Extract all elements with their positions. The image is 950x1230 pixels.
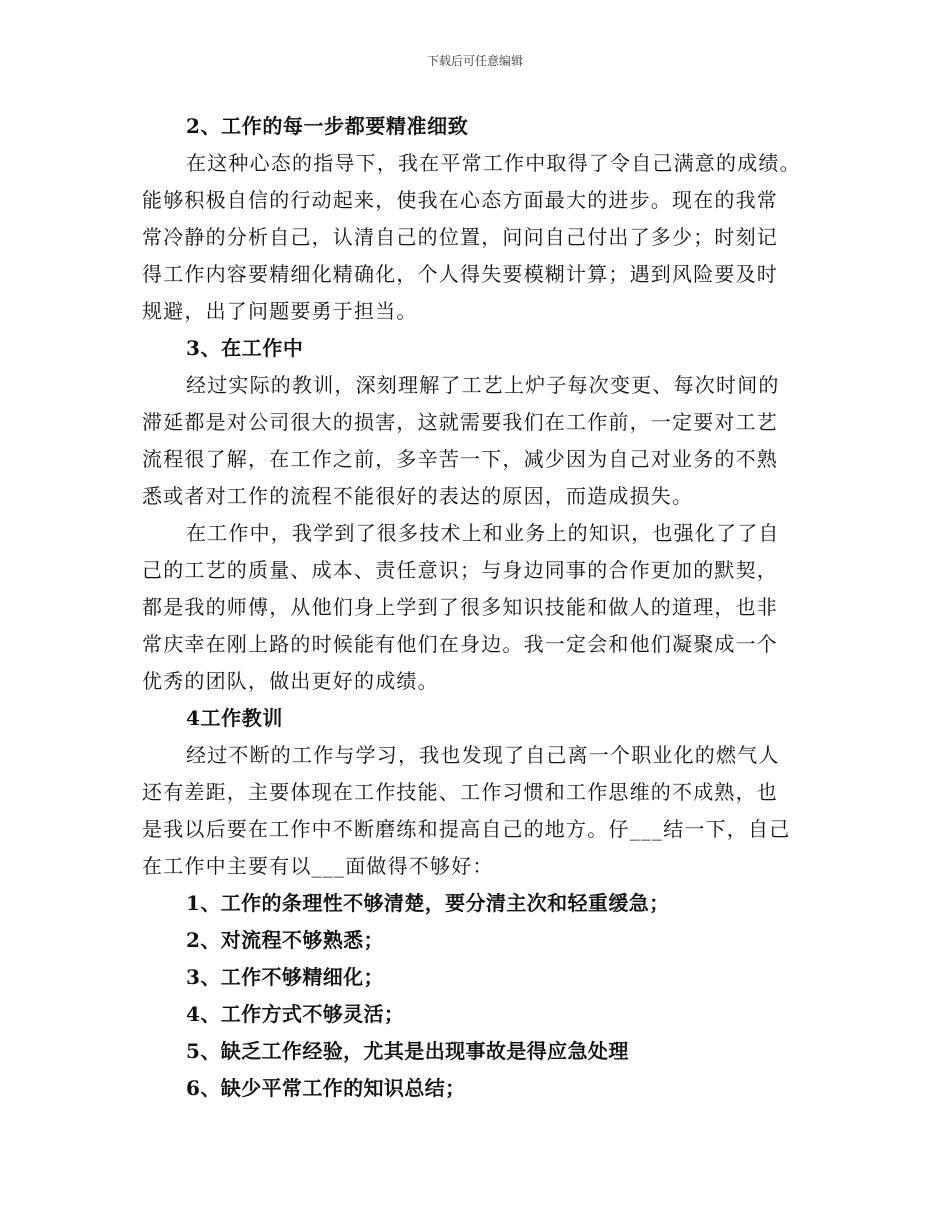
section-heading: 4工作教训: [186, 706, 283, 730]
paragraph-line: 悉或者对工作的流程不能很好的表达的原因，而造成损失。: [142, 484, 694, 508]
list-item: 1、工作的条理性不够清楚，要分清主次和轻重缓急；: [186, 891, 670, 915]
paragraph-line: 能够积极自信的行动起来，使我在心态方面最大的进步。现在的我常: [142, 188, 778, 212]
paragraph-line: 在工作中主要有以___面做得不够好：: [142, 854, 494, 878]
list-item: 3、工作不够精细化；: [186, 965, 384, 989]
section-heading: 3、在工作中: [186, 336, 304, 360]
paragraph-first-line: 在工作中，我学到了很多技术上和业务上的知识，也强化了了自: [186, 521, 780, 545]
paragraph-line: 得工作内容要精细化精确化，个人得失要模糊计算；遇到风险要及时: [142, 262, 778, 286]
paragraph-first-line: 在这种心态的指导下，我在平常工作中取得了令自己满意的成绩。: [186, 151, 801, 175]
paragraph-first-line: 经过实际的教训，深刻理解了工艺上炉子每次变更、每次时间的: [186, 373, 780, 397]
list-item: 4、工作方式不够灵活；: [186, 1002, 405, 1026]
list-item: 5、缺乏工作经验，尤其是出现事故是得应急处理: [186, 1039, 629, 1063]
page-header: 下载后可任意编辑: [426, 54, 523, 68]
paragraph-first-line: 经过不断的工作与学习，我也发现了自己离一个职业化的燃气人: [186, 743, 780, 767]
paragraph-line: 是我以后要在工作中不断磨练和提高自己的地方。仔___结一下，自己: [142, 817, 791, 841]
paragraph-line: 规避，出了问题要勇于担当。: [142, 299, 418, 323]
paragraph-line: 还有差距，主要体现在工作技能、工作习惯和工作思维的不成熟，也: [142, 780, 778, 804]
paragraph-line: 常庆幸在刚上路的时候能有他们在身边。我一定会和他们凝聚成一个: [142, 632, 778, 656]
paragraph-line: 流程很了解，在工作之前，多辛苦一下，减少因为自己对业务的不熟: [142, 447, 778, 471]
paragraph-line: 己的工艺的质量、成本、责任意识；与身边同事的合作更加的默契，: [142, 558, 778, 582]
section-heading: 2、工作的每一步都要精准细致: [186, 114, 469, 138]
paragraph-line: 滞延都是对公司很大的损害，这就需要我们在工作前，一定要对工艺: [142, 410, 778, 434]
paragraph-line: 优秀的团队，做出更好的成绩。: [142, 669, 439, 693]
paragraph-line: 常冷静的分析自己，认清自己的位置，问问自己付出了多少；时刻记: [142, 225, 778, 249]
paragraph-line: 都是我的师傅，从他们身上学到了很多知识技能和做人的道理，也非: [142, 595, 778, 619]
list-item: 6、缺少平常工作的知识总结；: [186, 1076, 466, 1100]
document-body: [142, 108, 814, 1107]
list-item: 2、对流程不够熟悉；: [186, 928, 384, 952]
